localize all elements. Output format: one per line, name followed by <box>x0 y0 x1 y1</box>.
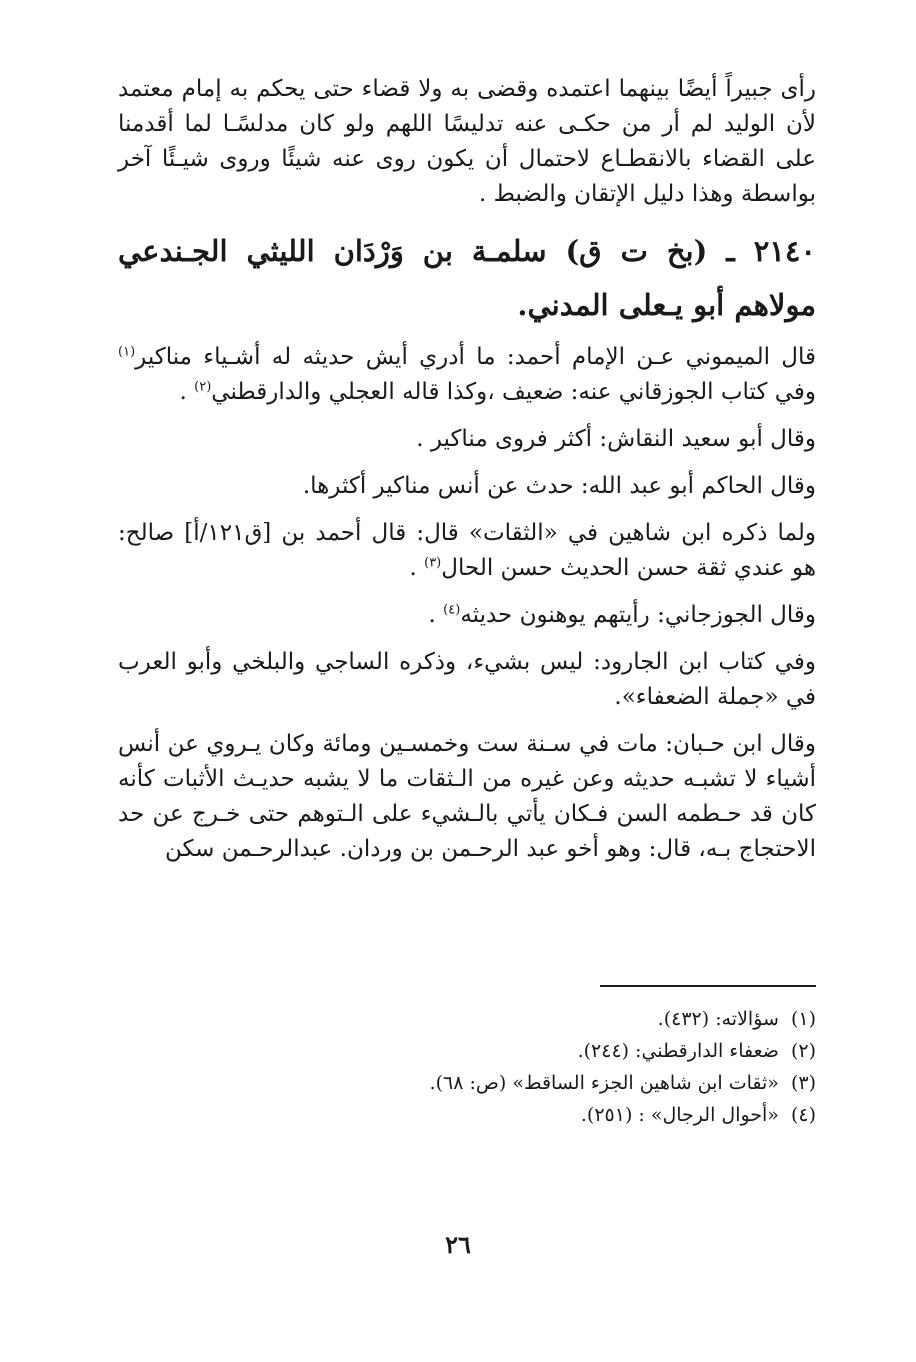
paragraph-text: قال الميموني عـن الإمام أحمد: ما أدري أيش حديثه له أشـياء مناكير <box>135 344 816 370</box>
footnote-text: «أحوال الرجال» : (٢٥١). <box>580 1104 779 1126</box>
paragraph-juzajani <box>118 598 816 633</box>
footnotes <box>118 1003 816 1131</box>
footnote-text: سؤالاته: (٤٣٢). <box>657 1008 779 1030</box>
page-number: ٢٦ <box>445 1230 471 1259</box>
footnote-number: (٣) <box>790 1072 816 1094</box>
footnote-separator <box>600 985 816 987</box>
footnote-3 <box>118 1067 816 1099</box>
footnote-ref-2[interactable]: (٢) <box>194 379 212 395</box>
footnote-number: (٤) <box>790 1104 816 1126</box>
paragraph-text: ولما ذكره ابن شاهين في «الثقات» قال: قال أحمد بن [ق١٢١/أ] صالح: هو عندي ثقة حسن الحديث حسن الحال <box>118 520 816 581</box>
paragraph-text: وقال الجوزجاني: رأيتهم يوهنون حديثه <box>460 602 816 628</box>
paragraph-end: . <box>428 602 444 628</box>
footnote-4 <box>118 1099 816 1131</box>
main-text <box>118 72 816 879</box>
footnote-number: (٢) <box>790 1040 816 1062</box>
paragraph-end: . <box>179 379 195 405</box>
footnote-2 <box>118 1035 816 1067</box>
footnote-ref-1[interactable]: (١) <box>118 344 136 360</box>
footnote-text: ضعفاء الدارقطني: (٢٤٤). <box>577 1040 779 1062</box>
entry-heading: ٢١٤٠ ـ (بخ ت ق) سلمـة بن وَرْدَان الليثي الجـندعي مولاهم أبو يـعلى المدني. <box>118 234 816 322</box>
footnote-ref-3[interactable]: (٣) <box>424 555 442 571</box>
paragraph-text: وفي كتاب الجوزقاني عنه: ضعيف ،وكذا قاله العجلي والدارقطني <box>211 379 816 405</box>
paragraph-maymuni <box>118 340 816 410</box>
paragraph-hakim: وقال الحاكم أبو عبد الله: حدث عن أنس مناكير أكثرها. <box>302 473 816 499</box>
paragraph-ibn-shahin <box>118 516 816 586</box>
paragraph-ibn-jarud: وفي كتاب ابن الجارود: ليس بشيء، وذكره الساجي والبلخي وأبو العرب في «جملة الضعفاء». <box>118 649 816 710</box>
footnote-number: (١) <box>790 1008 816 1030</box>
footnote-1 <box>118 1003 816 1035</box>
footnote-ref-4[interactable]: (٤) <box>443 602 461 618</box>
paragraph-end: . <box>409 555 425 581</box>
continuation-paragraph: رأى جبيراً أيضًا بينهما اعتمده وقضى به ولا قضاء حتى يحكم به إمام معتمد لأن الوليد لم أر من حكـى عنه تدليسًا اللهم ولو كان مدلسًـا لما أقدمنا على القضاء بالانقطـاع لاحتمال أن يكون روى عنه شيئًا وروى شيـئًا آخر بواسطة وهذا دليل الإتقان والضبط . <box>118 76 817 207</box>
paragraph-ibn-hibban: وقال ابن حـبان: مات في سـنة ست وخمسـين ومائة وكان يـروي عن أنس أشياء لا تشبـه حديثه وعن غيره من الـثقات ما لا يشبه حديـث الأثبات كأنه كان قد حـطمه السن فـكان يأتي بالـشيء على الـتوهم حتى خـرج عن حد الاحتجاج بـه، قال: وهو أخو عبد الرحـمن بن وردان. عبدالرحـمن سكن <box>118 731 816 862</box>
footnote-text: «ثقات ابن شاهين الجزء الساقط» (ص: ٦٨). <box>429 1072 779 1094</box>
paragraph-naqqash: وقال أبو سعيد النقاش: أكثر فروى مناكير . <box>416 426 816 452</box>
